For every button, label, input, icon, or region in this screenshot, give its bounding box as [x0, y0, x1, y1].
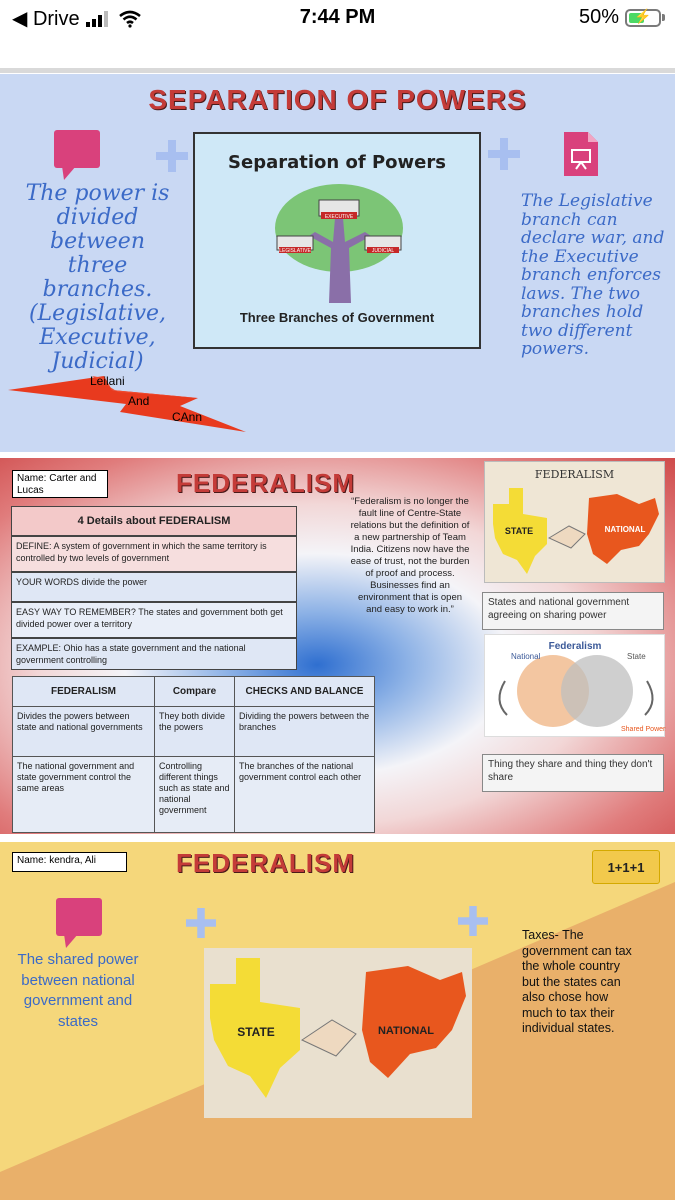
name-box: Name: Carter and Lucas — [12, 470, 108, 498]
executive-label: EXECUTIVE — [324, 214, 354, 220]
image-caption: Three Branches of Government — [239, 310, 435, 325]
presentation-document-icon — [564, 132, 598, 176]
detail-your-words: YOUR WORDS divide the power — [11, 572, 297, 602]
venn-title: Federalism — [548, 641, 602, 652]
detail-easy-way: EASY WAY TO REMEMBER? The states and government both get divided power over a territory — [11, 602, 297, 638]
table-cell: Controlling different things such as state and national government — [155, 757, 235, 833]
table-cell: They both divide the powers — [155, 707, 235, 757]
slide-title: SEPARATION OF POWERS — [148, 84, 527, 115]
state-national-map-illustration — [204, 948, 472, 1118]
national-label: NATIONAL — [604, 525, 646, 534]
table-row — [13, 757, 375, 833]
detail-define: DEFINE: A system of government in which the same territory is controlled by two levels of government — [11, 536, 297, 572]
taxes-text: Taxes- The government can tax the whole country but the states can also chose how much to tax their individual states. — [522, 928, 632, 1035]
comparison-table — [12, 676, 375, 833]
slide-title: FEDERALISM — [176, 468, 355, 498]
app-logo: 1+1+1 — [592, 850, 660, 884]
caption-share-not-share: Thing they share and thing they don't share — [482, 754, 664, 792]
speech-bubble-icon — [54, 130, 102, 182]
status-bar — [0, 0, 675, 38]
legislative-label: LEGISLATIVE — [279, 248, 311, 254]
judicial-label: JUDICIAL — [371, 248, 395, 254]
branches-powers-text: The Legislative branch can declare war, and the Executive branch enforces laws. The two branches hold two different powers. — [521, 191, 665, 359]
plus-icon — [458, 906, 488, 936]
lightning-bolt-shape — [8, 376, 248, 453]
slide-federalism-carter-lucas[interactable] — [0, 458, 675, 834]
venn-diagram — [485, 635, 666, 738]
state-label: STATE — [504, 526, 534, 536]
plus-icon — [156, 140, 188, 172]
back-label[interactable]: ◀ Drive — [12, 8, 80, 30]
separation-of-powers-image — [193, 132, 481, 349]
table-cell: The national government and state government control the same areas — [13, 757, 155, 833]
national-label: NATIONAL — [377, 1025, 435, 1037]
speech-bubble-icon — [56, 898, 104, 950]
federalism-handshake-image — [484, 461, 665, 583]
venn-shared-label: Shared Powers — [621, 726, 666, 733]
table-row — [13, 707, 375, 757]
clock: 7:44 PM — [299, 6, 376, 28]
slide-separation-of-powers[interactable] — [0, 74, 675, 452]
state-label: STATE — [237, 1025, 275, 1039]
power-divided-text: The power is divided between three branches. (Legislative, Executive, Judicial) — [25, 181, 170, 374]
table-cell: The branches of the national government control each other — [235, 757, 375, 833]
tree-illustration — [269, 178, 409, 303]
state-national-map-illustration — [489, 484, 661, 580]
lightning-bolt-icon — [8, 376, 248, 448]
table-header: FEDERALISM — [13, 677, 155, 707]
details-header: 4 Details about FEDERALISM — [11, 506, 297, 536]
federalism-venn-diagram — [484, 634, 665, 737]
venn-national-label: National — [511, 652, 541, 661]
federalism-handshake-image — [204, 948, 472, 1118]
slide-federalism-kendra-ali[interactable] — [0, 842, 675, 1200]
author-and: And — [128, 394, 150, 408]
plus-icon — [488, 138, 520, 170]
name-box: Name: kendra, Ali — [12, 852, 127, 872]
shared-power-text: The shared power between national government and states — [17, 951, 139, 1030]
battery-charging-icon: ⚡ — [625, 9, 661, 27]
top-divider — [0, 68, 675, 73]
battery-percent: 50% — [578, 6, 619, 28]
table-header: CHECKS AND BALANCE — [235, 677, 375, 707]
battery-status — [579, 6, 665, 29]
plus-icon — [186, 908, 216, 938]
slide-title: FEDERALISM — [176, 848, 355, 878]
detail-example: EXAMPLE: Ohio has a state government and the national government controlling — [11, 638, 297, 670]
author-cann: CAnn — [172, 410, 203, 424]
table-cell: Dividing the powers between the branches — [235, 707, 375, 757]
image-title: FEDERALISM — [534, 468, 615, 481]
table-cell: Divides the powers between state and national governments — [13, 707, 155, 757]
venn-state-label: State — [627, 652, 646, 661]
caption-sharing-power: States and national government agreeing on sharing power — [482, 592, 664, 630]
table-header: Compare — [155, 677, 235, 707]
federalism-quote: “Federalism is no longer the fault line of Centre-State relations but the definition of a new partnership of Team India. Citizens now have the ease of trust, not the burden of proof and process. Businesses find an environment that is open and easy to work in.” — [350, 496, 470, 615]
table-header-row — [13, 677, 375, 707]
author-leilani: Leilani — [90, 374, 125, 388]
image-title: Separation of Powers — [228, 152, 446, 173]
